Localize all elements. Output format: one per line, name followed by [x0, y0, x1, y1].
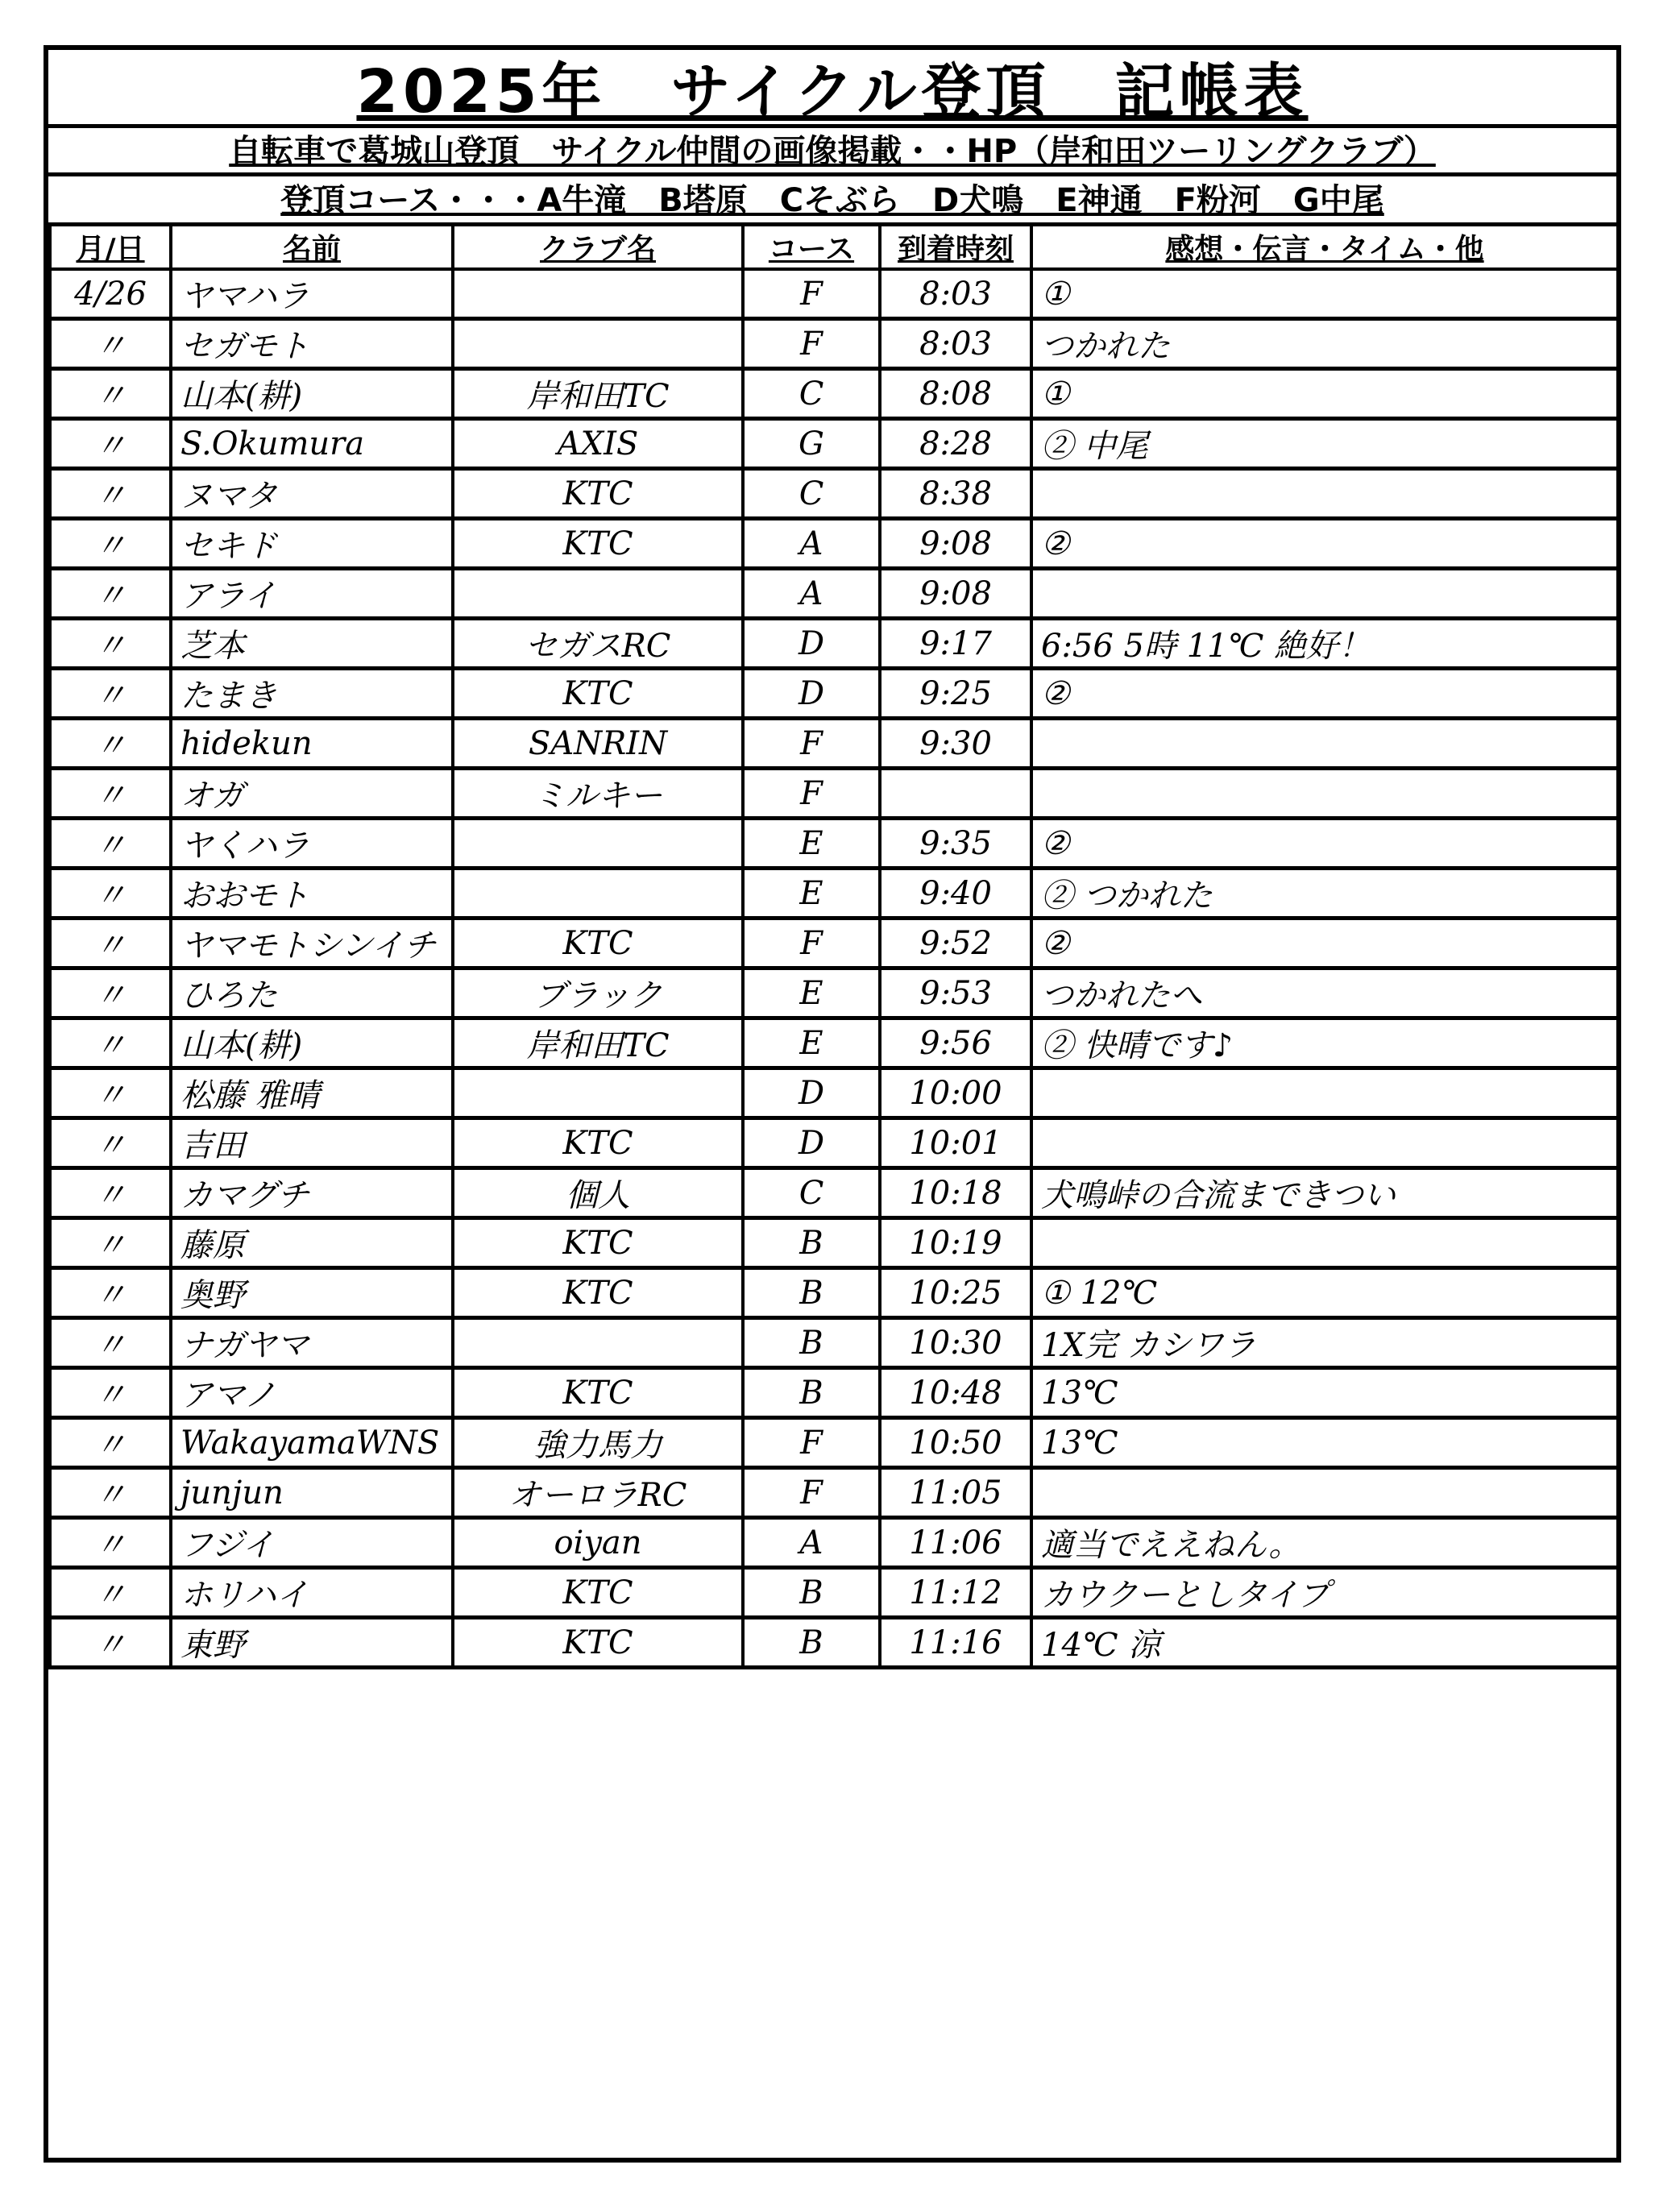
- entry-club: KTC: [453, 1268, 743, 1318]
- entry-date: 〃: [50, 1568, 171, 1618]
- entry-date: 〃: [50, 319, 171, 369]
- entry-course: B: [743, 1318, 880, 1368]
- entry-club: 個人: [453, 1168, 743, 1218]
- table-row: [50, 1168, 1618, 1218]
- entry-comment: ② つかれた: [1031, 869, 1618, 919]
- entry-arrival: 11:06: [880, 1518, 1031, 1568]
- entry-date: 〃: [50, 619, 171, 669]
- entry-date: 〃: [50, 1368, 171, 1418]
- entry-course: E: [743, 869, 880, 919]
- entry-comment: つかれた: [1031, 319, 1618, 369]
- entry-date: 〃: [50, 1018, 171, 1068]
- entry-arrival: [880, 769, 1031, 819]
- header-name: 名前: [171, 224, 453, 269]
- entry-course: B: [743, 1268, 880, 1318]
- table-row: [50, 1268, 1618, 1318]
- entry-name: ヤマハラ: [171, 269, 453, 319]
- entry-arrival: 10:25: [880, 1268, 1031, 1318]
- entry-date: 〃: [50, 1318, 171, 1368]
- entry-arrival: 8:03: [880, 319, 1031, 369]
- entry-comment: [1031, 469, 1618, 519]
- entry-arrival: 10:19: [880, 1218, 1031, 1268]
- entry-date: 〃: [50, 1518, 171, 1568]
- entry-arrival: 9:53: [880, 968, 1031, 1018]
- entry-arrival: 8:38: [880, 469, 1031, 519]
- entry-comment: ① 12℃: [1031, 1268, 1618, 1318]
- entry-comment: [1031, 719, 1618, 769]
- header-club: クラブ名: [453, 224, 743, 269]
- entry-club: KTC: [453, 1368, 743, 1418]
- entry-course: E: [743, 968, 880, 1018]
- sheet-title-bar: [48, 50, 1616, 128]
- entry-date: 〃: [50, 419, 171, 469]
- table-row: [50, 369, 1618, 419]
- table-row: [50, 1218, 1618, 1268]
- entry-course: A: [743, 569, 880, 619]
- entry-club: 岸和田TC: [453, 1018, 743, 1068]
- entry-date: 〃: [50, 869, 171, 919]
- entry-date: 〃: [50, 919, 171, 968]
- entry-course: D: [743, 669, 880, 719]
- entry-date: 〃: [50, 1068, 171, 1118]
- entry-name: hidekun: [171, 719, 453, 769]
- table-row: [50, 1618, 1618, 1668]
- entry-arrival: 8:03: [880, 269, 1031, 319]
- entry-arrival: 11:05: [880, 1468, 1031, 1518]
- entry-arrival: 11:16: [880, 1618, 1031, 1668]
- entry-date: 〃: [50, 719, 171, 769]
- entry-arrival: 9:56: [880, 1018, 1031, 1068]
- table-row: [50, 1568, 1618, 1618]
- entry-arrival: 8:08: [880, 369, 1031, 419]
- entry-comment: ②: [1031, 819, 1618, 869]
- entry-arrival: 9:08: [880, 519, 1031, 569]
- entry-name: junjun: [171, 1468, 453, 1518]
- table-row: [50, 1118, 1618, 1168]
- entry-date: 〃: [50, 1268, 171, 1318]
- entry-date: 〃: [50, 1118, 171, 1168]
- entry-name: 山本(耕): [171, 369, 453, 419]
- entry-name: オガ: [171, 769, 453, 819]
- entry-club: KTC: [453, 1568, 743, 1618]
- entry-arrival: 9:08: [880, 569, 1031, 619]
- table-row: [50, 919, 1618, 968]
- entry-course: F: [743, 919, 880, 968]
- entry-comment: カウクーとしタイプ: [1031, 1568, 1618, 1618]
- table-row: [50, 719, 1618, 769]
- entry-arrival: 9:40: [880, 869, 1031, 919]
- register-table: [48, 222, 1620, 1669]
- entry-comment: 14℃ 涼: [1031, 1618, 1618, 1668]
- entry-club: 岸和田TC: [453, 369, 743, 419]
- entry-name: アライ: [171, 569, 453, 619]
- table-row: [50, 569, 1618, 619]
- entry-name: ヤマモトシンイチ: [171, 919, 453, 968]
- entry-comment: 適当でええねん。: [1031, 1518, 1618, 1568]
- entry-comment: ①: [1031, 269, 1618, 319]
- entry-date: 〃: [50, 1418, 171, 1468]
- entry-comment: [1031, 1218, 1618, 1268]
- register-sheet: [44, 45, 1621, 2163]
- entry-club: KTC: [453, 919, 743, 968]
- table-row: [50, 419, 1618, 469]
- entry-comment: ①: [1031, 369, 1618, 419]
- course-legend-bar: [48, 172, 1616, 226]
- entry-date: 〃: [50, 519, 171, 569]
- entry-club: [453, 569, 743, 619]
- entry-comment: [1031, 1118, 1618, 1168]
- entry-comment: 13℃: [1031, 1368, 1618, 1418]
- entry-club: [453, 819, 743, 869]
- entry-name: ひろた: [171, 968, 453, 1018]
- entry-course: F: [743, 769, 880, 819]
- entry-arrival: 10:50: [880, 1418, 1031, 1468]
- sheet-subtitle: 自転車で葛城山登頂 サイクル仲間の画像掲載・・HP（岸和田ツーリングクラブ）: [229, 132, 1436, 170]
- table-row: [50, 1468, 1618, 1518]
- entry-name: 東野: [171, 1618, 453, 1668]
- table-row: [50, 269, 1618, 319]
- entry-course: D: [743, 1068, 880, 1118]
- entry-club: oiyan: [453, 1518, 743, 1568]
- entry-course: F: [743, 269, 880, 319]
- entry-comment: [1031, 1068, 1618, 1118]
- header-course: コース: [743, 224, 880, 269]
- entry-arrival: 10:00: [880, 1068, 1031, 1118]
- table-row: [50, 769, 1618, 819]
- subtitle-bar: [48, 124, 1616, 176]
- entry-name: 吉田: [171, 1118, 453, 1168]
- entry-course: F: [743, 319, 880, 369]
- entry-comment: ② 快晴です♪: [1031, 1018, 1618, 1068]
- entry-club: [453, 869, 743, 919]
- entry-comment: 6:56 5時 11℃ 絶好！: [1031, 619, 1618, 669]
- entry-name: 芝本: [171, 619, 453, 669]
- entry-name: 山本(耕): [171, 1018, 453, 1068]
- entry-course: F: [743, 719, 880, 769]
- entry-course: A: [743, 1518, 880, 1568]
- table-row: [50, 669, 1618, 719]
- entry-arrival: 10:48: [880, 1368, 1031, 1418]
- table-row: [50, 469, 1618, 519]
- entry-course: D: [743, 619, 880, 669]
- header-row: [50, 224, 1618, 269]
- table-row: [50, 1368, 1618, 1418]
- entry-club: KTC: [453, 519, 743, 569]
- entry-name: 松藤 雅晴: [171, 1068, 453, 1118]
- entry-comment: ②: [1031, 669, 1618, 719]
- entry-course: B: [743, 1568, 880, 1618]
- entry-arrival: 11:12: [880, 1568, 1031, 1618]
- entry-club: KTC: [453, 1218, 743, 1268]
- entry-comment: [1031, 1468, 1618, 1518]
- entry-arrival: 9:35: [880, 819, 1031, 869]
- register-rows: [50, 269, 1618, 1668]
- entry-date: 〃: [50, 1168, 171, 1218]
- entry-course: E: [743, 819, 880, 869]
- entry-date: 〃: [50, 1468, 171, 1518]
- table-row: [50, 1418, 1618, 1468]
- entry-arrival: 9:30: [880, 719, 1031, 769]
- entry-course: B: [743, 1368, 880, 1418]
- table-row: [50, 319, 1618, 369]
- entry-club: オーロラRC: [453, 1468, 743, 1518]
- entry-comment: [1031, 569, 1618, 619]
- entry-club: [453, 269, 743, 319]
- entry-arrival: 9:25: [880, 669, 1031, 719]
- entry-name: 藤原: [171, 1218, 453, 1268]
- entry-course: F: [743, 1418, 880, 1468]
- table-row: [50, 1068, 1618, 1118]
- entry-course: B: [743, 1218, 880, 1268]
- entry-comment: [1031, 769, 1618, 819]
- entry-club: [453, 1318, 743, 1368]
- entry-course: F: [743, 1468, 880, 1518]
- entry-club: ミルキー: [453, 769, 743, 819]
- entry-club: KTC: [453, 1118, 743, 1168]
- table-row: [50, 968, 1618, 1018]
- entry-club: [453, 1068, 743, 1118]
- entry-arrival: 9:17: [880, 619, 1031, 669]
- entry-name: アマノ: [171, 1368, 453, 1418]
- entry-arrival: 9:52: [880, 919, 1031, 968]
- entry-course: G: [743, 419, 880, 469]
- entry-name: ヌマタ: [171, 469, 453, 519]
- entry-name: ナガヤマ: [171, 1318, 453, 1368]
- entry-comment: 13℃: [1031, 1418, 1618, 1468]
- table-row: [50, 819, 1618, 869]
- entry-arrival: 8:28: [880, 419, 1031, 469]
- entry-arrival: 10:30: [880, 1318, 1031, 1368]
- course-legend: 登頂コース・・・A牛滝 B塔原 Cそぶら D犬鳴 E神通 F粉河 G中尾: [280, 181, 1384, 219]
- entry-date: 〃: [50, 968, 171, 1018]
- entry-date: 〃: [50, 819, 171, 869]
- header-arrival: 到着時刻: [880, 224, 1031, 269]
- entry-course: B: [743, 1618, 880, 1668]
- sheet-title: 2025年 サイクル登頂 記帳表: [356, 57, 1309, 126]
- table-row: [50, 1318, 1618, 1368]
- entry-name: 奥野: [171, 1268, 453, 1318]
- entry-club: AXIS: [453, 419, 743, 469]
- entry-date: 〃: [50, 1218, 171, 1268]
- entry-club: KTC: [453, 469, 743, 519]
- entry-club: セガスRC: [453, 619, 743, 669]
- entry-club: KTC: [453, 1618, 743, 1668]
- entry-club: ブラック: [453, 968, 743, 1018]
- entry-date: 〃: [50, 1618, 171, 1668]
- entry-name: セキド: [171, 519, 453, 569]
- entry-name: たまき: [171, 669, 453, 719]
- table-row: [50, 1518, 1618, 1568]
- entry-name: ホリハイ: [171, 1568, 453, 1618]
- entry-name: ヤくハラ: [171, 819, 453, 869]
- entry-date: 4/26: [50, 269, 171, 319]
- entry-course: D: [743, 1118, 880, 1168]
- entry-name: カマグチ: [171, 1168, 453, 1218]
- entry-date: 〃: [50, 769, 171, 819]
- table-row: [50, 519, 1618, 569]
- table-row: [50, 869, 1618, 919]
- entry-course: C: [743, 1168, 880, 1218]
- entry-course: C: [743, 369, 880, 419]
- entry-comment: つかれたへ: [1031, 968, 1618, 1018]
- entry-date: 〃: [50, 569, 171, 619]
- entry-club: [453, 319, 743, 369]
- table-row: [50, 1018, 1618, 1068]
- entry-course: C: [743, 469, 880, 519]
- entry-comment: 犬鳴峠の合流まできつい: [1031, 1168, 1618, 1218]
- table-row: [50, 619, 1618, 669]
- entry-club: SANRIN: [453, 719, 743, 769]
- entry-comment: ② 中尾: [1031, 419, 1618, 469]
- entry-arrival: 10:01: [880, 1118, 1031, 1168]
- entry-course: E: [743, 1018, 880, 1068]
- entry-name: WakayamaWNS: [171, 1418, 453, 1468]
- entry-comment: ②: [1031, 519, 1618, 569]
- entry-arrival: 10:18: [880, 1168, 1031, 1218]
- entry-comment: 1X完 カシワラ: [1031, 1318, 1618, 1368]
- entry-date: 〃: [50, 669, 171, 719]
- entry-club: KTC: [453, 669, 743, 719]
- entry-date: 〃: [50, 469, 171, 519]
- entry-date: 〃: [50, 369, 171, 419]
- entry-club: 強力馬力: [453, 1418, 743, 1468]
- header-date: 月/日: [50, 224, 171, 269]
- entry-course: A: [743, 519, 880, 569]
- entry-comment: ②: [1031, 919, 1618, 968]
- header-comment: 感想・伝言・タイム・他: [1031, 224, 1618, 269]
- entry-name: S.Okumura: [171, 419, 453, 469]
- entry-name: セガモト: [171, 319, 453, 369]
- entry-name: フジイ: [171, 1518, 453, 1568]
- entry-name: おおモト: [171, 869, 453, 919]
